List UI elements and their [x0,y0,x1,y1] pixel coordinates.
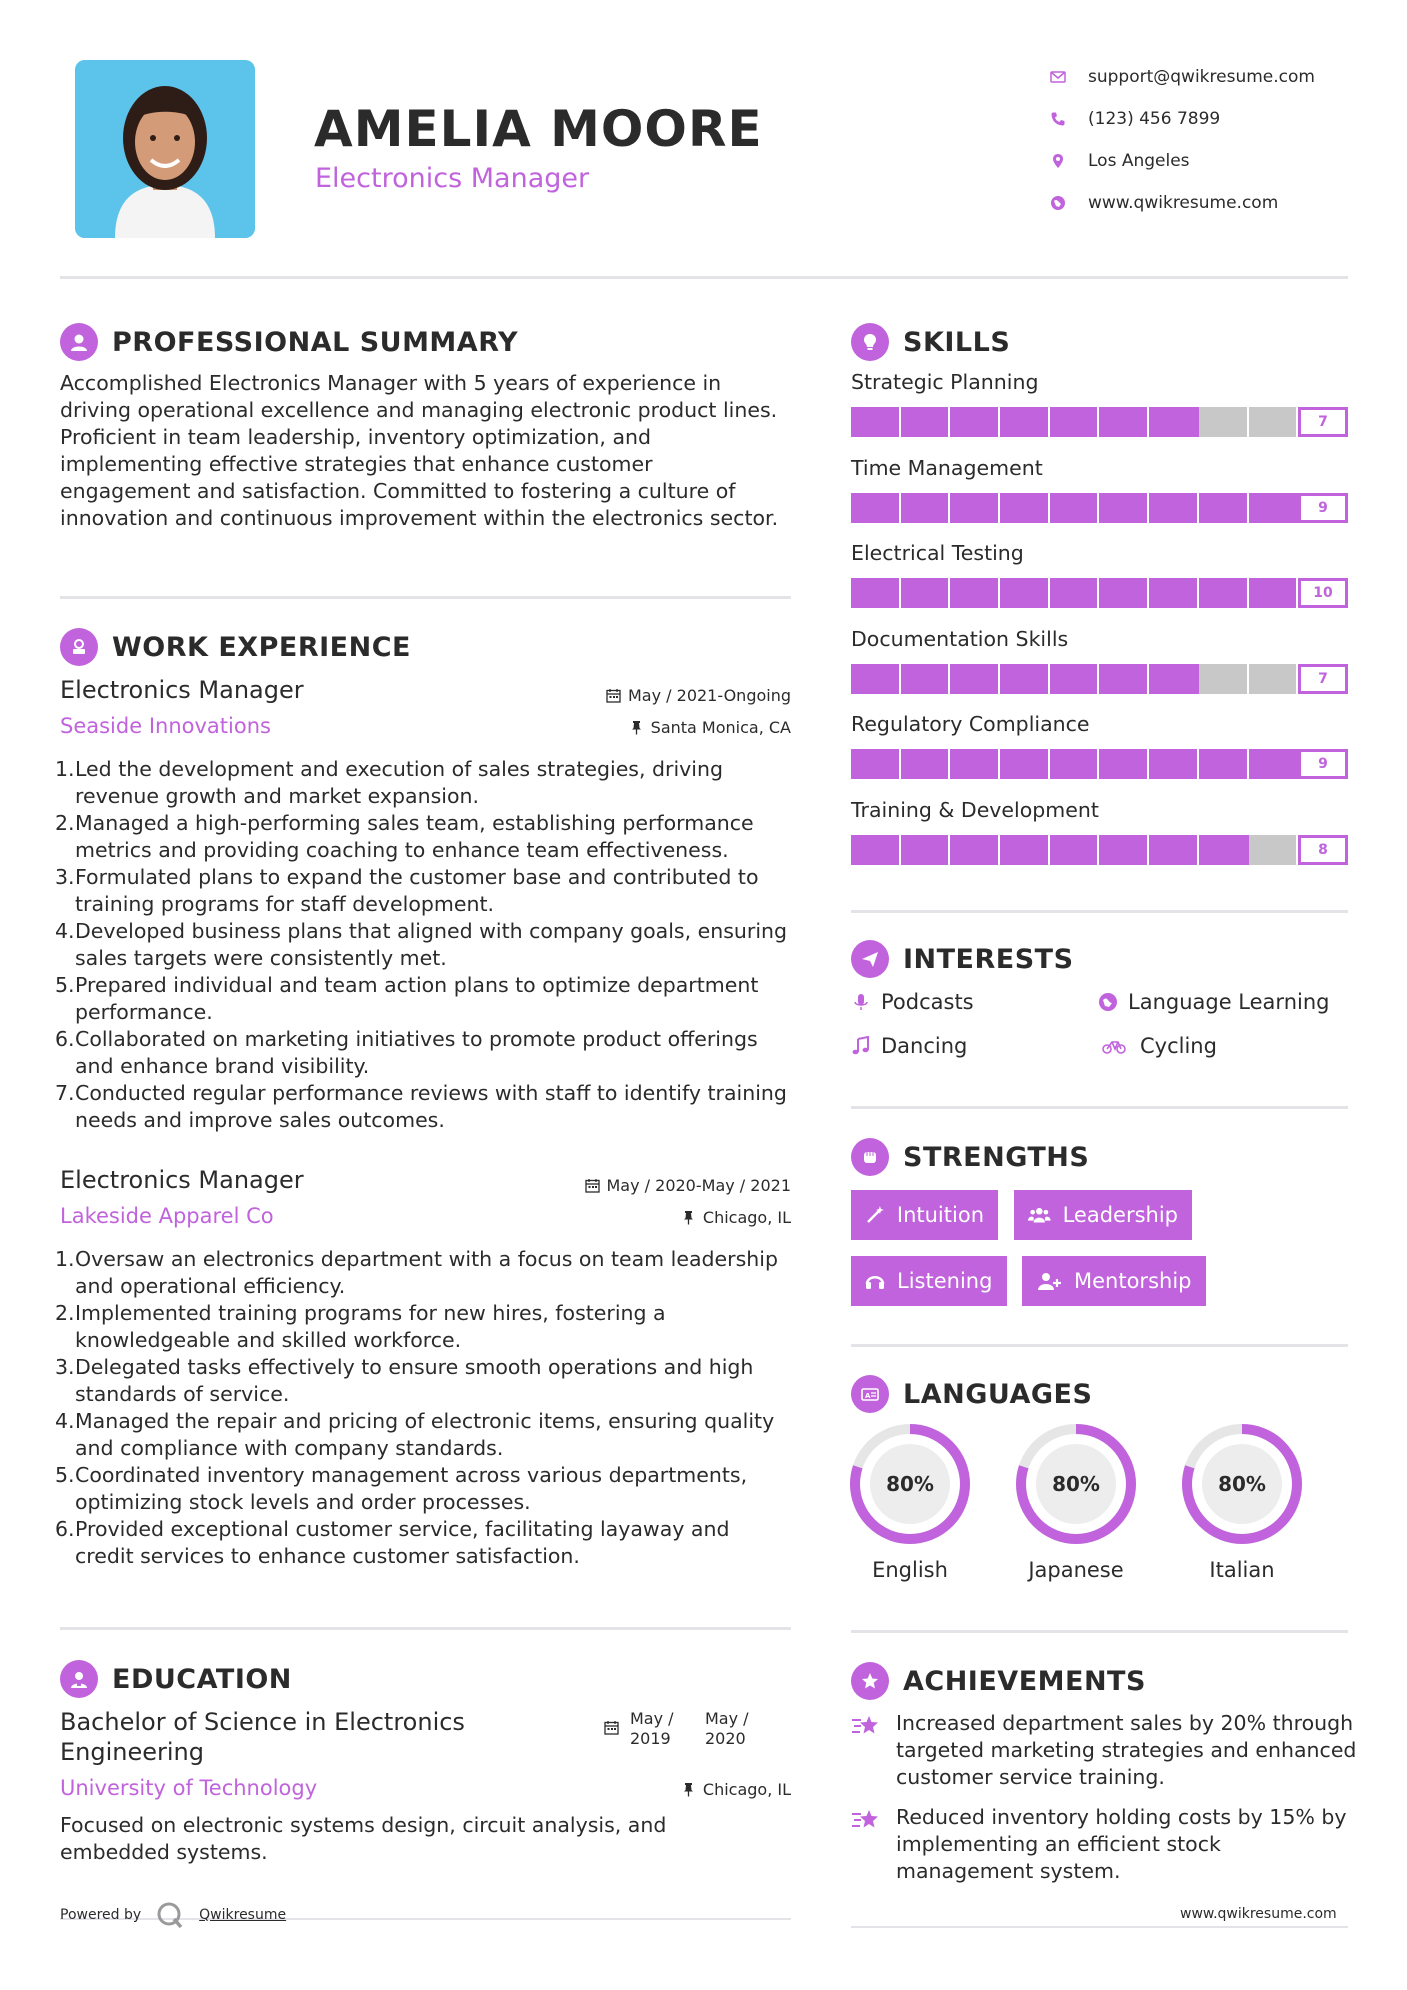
language-ring [1180,1422,1304,1546]
strength-mentorship: Mentorship [1022,1256,1206,1306]
calendar-icon [604,1720,619,1739]
skill-segment-filled [901,749,951,779]
contact-email-text: support@qwikresume.com [1088,67,1315,87]
skill-label: Training & Development [851,797,1099,822]
skill-bar [851,407,1348,437]
achievement-item: Increased department sales by 20% through targeted marketing strategies and enhanced customer service training. [851,1710,1361,1791]
list-item: 5. Prepared individual and team action plans to optimize department performance. [55,973,759,1024]
footer-powered-by: Powered by Qwikresume [60,1900,286,1930]
skill-segment-filled [1149,835,1199,865]
interest-dancing: Dancing [851,1034,967,1058]
skill-segment-filled [851,493,901,523]
skill-segment-filled [950,664,1000,694]
contact-list [1050,56,1370,224]
skill-segment-filled [851,835,901,865]
job-1-location: Santa Monica, CA [500,718,791,737]
skill-segment-filled [1249,578,1299,608]
fist-icon [851,1138,889,1176]
list-item: 7. Conducted regular performance reviews with staff to identify training needs and improve sales outcomes. [55,1081,787,1132]
work-heading [60,628,411,666]
skill-segment-filled [1000,493,1050,523]
shooting-star-icon [851,1804,896,1885]
graduate-icon [60,1660,98,1698]
achievement-item: Reduced inventory holding costs by 15% by implementing an efficient stock management system. [851,1804,1361,1885]
skill-segment-empty [1199,664,1249,694]
skill-bar [851,664,1348,694]
interests-divider [851,1106,1348,1109]
language-name: Japanese [1028,1558,1124,1582]
skill-segment-filled [1099,407,1149,437]
user-icon [60,323,98,361]
star-badge-icon [851,1662,889,1700]
language-name: Italian [1209,1558,1275,1582]
summary-title: PROFESSIONAL SUMMARY [112,326,519,358]
skill-segment-filled [950,835,1000,865]
skill-segment-filled [1000,749,1050,779]
skill-label: Regulatory Compliance [851,712,1090,736]
education-heading [60,1660,292,1698]
interest-cycling: Cycling [1098,1034,1217,1058]
skill-label: Time Management [851,455,1043,480]
skill-segment-filled [1050,664,1100,694]
job-2-responsibilities [55,1246,791,1570]
work-title: WORK EXPERIENCE [112,631,411,663]
qwikresume-link[interactable]: Qwikresume [199,1907,287,1923]
skill-bar [851,835,1348,865]
summary-heading [60,323,518,361]
skill-bar [851,493,1348,523]
calendar-icon [585,1178,600,1193]
skill-segment-filled [1249,493,1299,523]
globe-icon [1098,992,1118,1012]
skill-segment-filled [1099,749,1149,779]
language-item [1180,1422,1304,1582]
location-icon [1050,153,1088,169]
skill-score: 10 [1298,578,1348,608]
skill-segment-filled [851,664,901,694]
skill-segment-filled [901,578,951,608]
skill-segment-filled [1149,578,1199,608]
language-percent: 80% [1218,1472,1266,1496]
education-location: Chicago, IL [500,1780,791,1799]
list-item: 1. Oversaw an electronics department with a focus on team leadership and operational efficiency. [55,1247,778,1298]
language-ring [848,1422,972,1546]
footer-right-divider [851,1926,1348,1928]
candidate-role: Electronics Manager [315,163,590,194]
language-item [848,1422,972,1582]
headphones-icon [865,1271,885,1291]
footer-website[interactable]: www.qwikresume.com [1180,1906,1337,1922]
contact-phone-text: (123) 456 7899 [1088,109,1221,129]
education-end-date: May / 2020 [705,1709,749,1748]
contact-location-text: Los Angeles [1088,151,1190,171]
skill-segment-filled [901,835,951,865]
list-item: 6. Collaborated on marketing initiatives to promote product offerings and enhance brand visibility. [55,1027,758,1078]
skill-segment-filled [1099,835,1149,865]
skill-label: Electrical Testing [851,541,1024,565]
job-2-title: Electronics Manager [60,1166,304,1194]
strengths-title: STRENGTHS [903,1141,1090,1173]
list-item: 3. Delegated tasks effectively to ensure smooth operations and high standards of service. [55,1355,754,1406]
profile-photo [75,60,255,238]
strengths-divider [851,1344,1348,1347]
work-divider [60,1627,791,1630]
skill-segment-empty [1249,407,1299,437]
achievements-title: ACHIEVEMENTS [903,1665,1146,1697]
skills-title: SKILLS [903,326,1011,358]
qwikresume-logo-icon [155,1900,185,1930]
languages-title: LANGUAGES [903,1378,1093,1410]
interest-language-learning: Language Learning [1098,990,1329,1014]
job-2-date: May / 2020-May / 2021 [500,1176,791,1195]
languages-heading [851,1375,1092,1413]
skill-segment-filled [1249,749,1299,779]
briefcase-icon [60,628,98,666]
skill-segment-filled [1050,835,1100,865]
bicycle-icon [1098,1036,1130,1056]
globe-icon [1050,195,1088,211]
email-icon [1050,69,1088,85]
skill-segment-filled [1050,493,1100,523]
degree-line-1: Bachelor of Science in Electronics [60,1708,465,1736]
paper-plane-icon [851,940,889,978]
skill-score: 8 [1298,835,1348,865]
list-item: 3. Formulated plans to expand the customer base and contributed to training programs for staff development. [55,865,759,916]
job-1-responsibilities [55,756,791,1134]
skill-segment-empty [1249,835,1299,865]
strength-leadership: Leadership [1014,1190,1192,1240]
interests-heading [851,940,1074,978]
job-1-company: Seaside Innovations [60,714,271,738]
degree-line-2: Engineering [60,1738,204,1766]
languages-divider [851,1630,1348,1633]
job-2-location: Chicago, IL [500,1208,791,1227]
skill-score: 9 [1298,749,1348,779]
skill-segment-filled [1000,407,1050,437]
skill-segment-filled [1199,749,1249,779]
job-1-title: Electronics Manager [60,676,304,704]
language-name: English [872,1558,948,1582]
skill-segment-filled [950,407,1000,437]
skills-divider [851,910,1348,913]
education-start-date: May / 2019 [630,1709,674,1748]
shooting-star-icon [851,1710,896,1791]
skill-segment-empty [1249,664,1299,694]
microphone-icon [851,992,871,1012]
skill-segment-filled [950,578,1000,608]
skills-heading [851,323,1010,361]
skill-bar [851,749,1348,779]
skill-segment-filled [1199,493,1249,523]
skill-segment-filled [1050,578,1100,608]
svg-text:A: A [865,1392,871,1400]
strength-intuition: Intuition [851,1190,998,1240]
language-percent: 80% [1052,1472,1100,1496]
skill-segment-empty [1199,407,1249,437]
users-icon [1028,1205,1051,1225]
magic-wand-icon [865,1205,885,1225]
header-divider [60,276,1348,279]
skill-segment-filled [1149,493,1199,523]
skill-segment-filled [851,578,901,608]
contact-phone[interactable] [1050,98,1370,140]
skill-segment-filled [1000,664,1050,694]
skill-score: 9 [1298,493,1348,523]
skill-segment-filled [950,493,1000,523]
skill-segment-filled [1050,749,1100,779]
pin-icon [681,1782,696,1797]
list-item: 1. Led the development and execution of sales strategies, driving revenue growth and market expansion. [55,757,723,808]
skill-segment-filled [1099,664,1149,694]
calendar-icon [606,688,621,703]
education-title: EDUCATION [112,1663,292,1695]
skill-segment-filled [901,407,951,437]
achievements-heading [851,1662,1146,1700]
skill-segment-filled [1000,578,1050,608]
summary-text: Accomplished Electronics Manager with 5 years of experience in driving operational excellence and managing electronic product lines. Proficient in team leadership, inventory optimization, and implementing effective strategies that enhance customer engagement and satisfaction. Committed to fostering a culture of innovation and continuous improvement within the electronics sector. [60,371,779,530]
language-percent: 80% [886,1472,934,1496]
summary-divider [60,596,791,599]
list-item: 2. Managed a high-performing sales team, establishing performance metrics and providing coaching to enhance team effectiveness. [55,811,754,862]
list-item: 4. Developed business plans that aligned with company goals, ensuring sales targets were consistently met. [55,919,788,970]
interest-podcasts: Podcasts [851,990,974,1014]
skill-bar [851,578,1348,608]
skill-segment-filled [901,493,951,523]
school-name: University of Technology [60,1776,318,1800]
user-plus-icon [1036,1271,1062,1291]
skill-segment-filled [950,749,1000,779]
skill-segment-filled [1000,835,1050,865]
list-item: 4. Managed the repair and pricing of electronic items, ensuring quality and compliance with company standards. [55,1409,775,1460]
education-description: Focused on electronic systems design, circuit analysis, and embedded systems. [60,1813,667,1864]
skill-score: 7 [1298,664,1348,694]
candidate-name: AMELIA MOORE [314,100,763,158]
strength-listening: Listening [851,1256,1007,1306]
pin-icon [629,720,644,735]
language-ring [1014,1422,1138,1546]
contact-website[interactable] [1050,182,1370,224]
skill-label: Documentation Skills [851,626,1069,651]
skill-segment-filled [851,407,901,437]
strengths-heading [851,1138,1089,1176]
skill-segment-filled [1099,493,1149,523]
skill-segment-filled [1149,664,1199,694]
skill-segment-filled [1050,407,1100,437]
contact-location [1050,140,1370,182]
music-note-icon [851,1036,871,1056]
skill-segment-filled [1199,578,1249,608]
job-1-date: May / 2021-Ongoing [500,686,791,705]
job-2-company: Lakeside Apparel Co [60,1204,274,1228]
skill-segment-filled [1099,578,1149,608]
lightbulb-icon [851,323,889,361]
skill-segment-filled [851,749,901,779]
skill-score: 7 [1298,407,1348,437]
list-item: 2. Implemented training programs for new hires, fostering a knowledgeable and skilled workforce. [55,1301,666,1352]
skill-segment-filled [1199,835,1249,865]
skill-segment-filled [901,664,951,694]
list-item: 5. Coordinated inventory management across various departments, optimizing stock levels and order processes. [55,1463,748,1514]
pin-icon [681,1210,696,1225]
interests-title: INTERESTS [903,943,1074,975]
contact-email[interactable] [1050,56,1370,98]
phone-icon [1050,111,1088,127]
contact-website-text: www.qwikresume.com [1088,193,1279,213]
skill-label: Strategic Planning [851,370,1039,394]
skill-segment-filled [1149,749,1199,779]
language-card-icon [851,1375,889,1413]
language-item [1014,1422,1138,1582]
skill-segment-filled [1149,407,1199,437]
list-item: 6. Provided exceptional customer service, facilitating layaway and credit services to enhance customer satisfaction. [55,1517,730,1568]
